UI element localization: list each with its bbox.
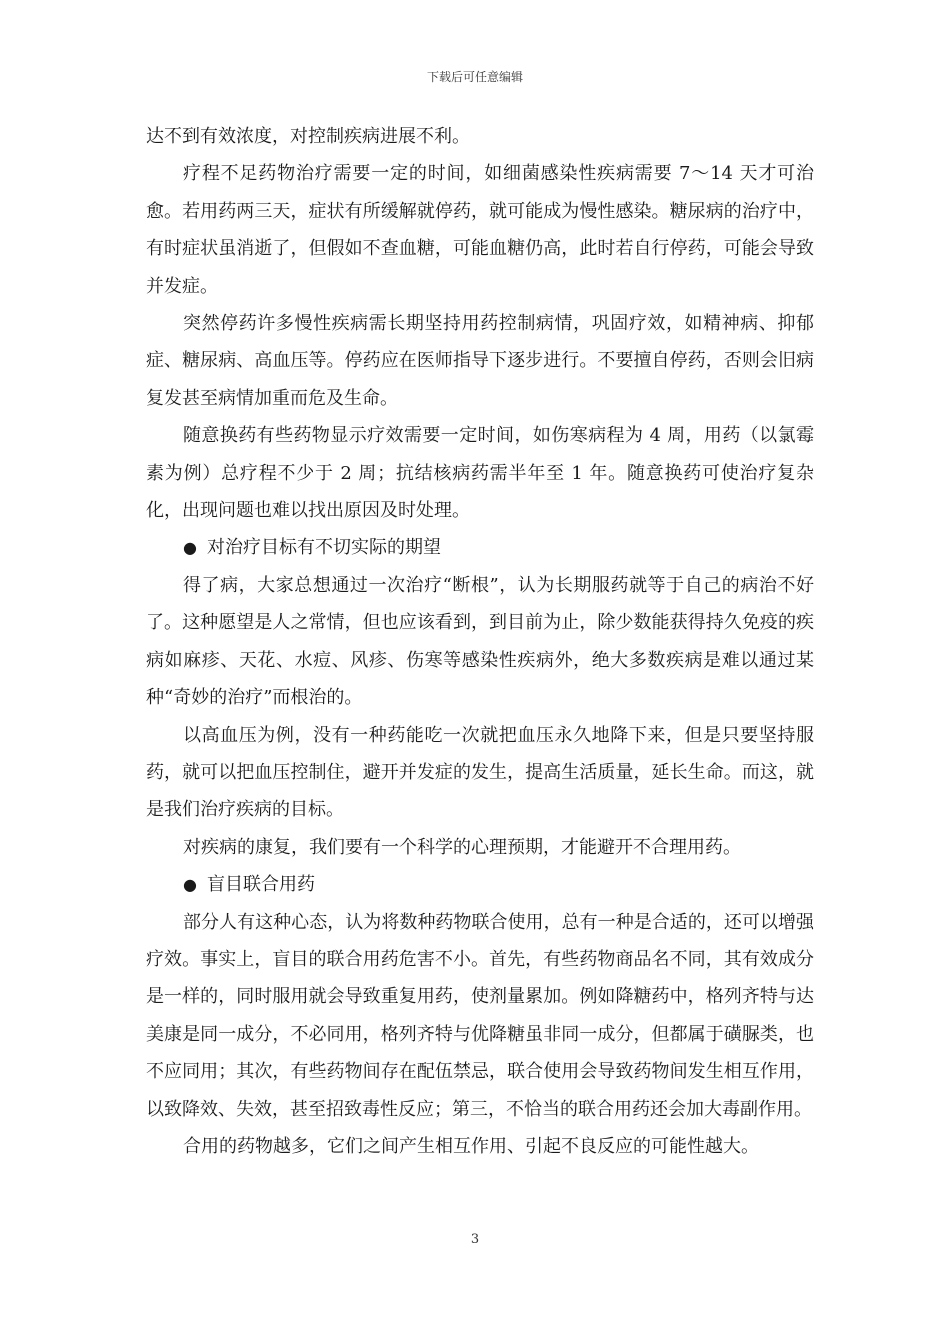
paragraph-hypertension-example: 以高血压为例，没有一种药能吃一次就把血压永久地降下来，但是只要坚持服药，就可以把血压控制住，避开并发症的发生，提高生活质量，延长生命。而这，就是我们治疗疾病的目标。 bbox=[146, 724, 814, 821]
paragraph-recovery-expectation: 对疾病的康复，我们要有一个科学的心理预期，才能避开不合理用药。 bbox=[183, 836, 741, 858]
bullet-heading-text: 盲目联合用药 bbox=[206, 874, 315, 896]
bullet-icon: ● bbox=[183, 875, 197, 895]
page-number: 3 bbox=[470, 1232, 480, 1247]
paragraph-cure-expectation: 得了病，大家总想通过一次治疗“断根”，认为长期服药就等于自己的病治不好了。这种愿望是人之常情，但也应该看到，到目前为止，除少数能获得持久免疫的疾病如麻疹、天花、水痘、风疹、伤寒等感染性疾病外，绝大多数疾病是难以通过某种“奇妙的治疗”而根治的。 bbox=[146, 574, 814, 709]
paragraph-continuation: 达不到有效浓度，对控制疾病进展不利。 bbox=[146, 126, 470, 147]
paragraph-insufficient-course: 疗程不足药物治疗需要一定的时间，如细菌感染性疾病需要 7～14 天才可治愈。若用药两三天，症状有所缓解就停药，就可能成为慢性感染。糖尿病的治疗中，有时症状虽消逝了，但假如不查血糖，可能血糖仍高，此时若自行停药，可能会导致并发症。 bbox=[146, 163, 814, 297]
bullet-heading-text: 对治疗目标有不切实际的期望 bbox=[206, 537, 441, 559]
page-header: 下载后可任意编辑 bbox=[426, 70, 523, 84]
bullet-icon: ● bbox=[183, 538, 197, 558]
document-body bbox=[146, 118, 814, 1165]
paragraph-more-drugs-more-risk: 合用的药物越多，它们之间产生相互作用、引起不良反应的可能性越大。 bbox=[183, 1135, 759, 1157]
paragraph-random-switch: 随意换药有些药物显示疗效需要一定时间，如伤寒病程为 4 周，用药（以氯霉素为例）总疗程不少于 2 周；抗结核病药需半年至 1 年。随意换药可使治疗复杂化，出现问题也难以找出原因及时处理。 bbox=[146, 425, 814, 522]
bullet-heading-blind-combination bbox=[146, 866, 814, 903]
bullet-heading-unrealistic-expectations bbox=[146, 529, 814, 566]
paragraph-sudden-stop: 突然停药许多慢性疾病需长期坚持用药控制病情，巩固疗效，如精神病、抑郁症、糖尿病、高血压等。停药应在医师指导下逐步进行。不要擅自停药，否则会旧病复发甚至病情加重而危及生命。 bbox=[146, 313, 814, 409]
paragraph-combination-risks: 部分人有这种心态，认为将数种药物联合使用，总有一种是合适的，还可以增强疗效。事实上，盲目的联合用药危害不小。首先，有些药物商品名不同，其有效成分是一样的，同时服用就会导致重复用药，使剂量累加。例如降糖药中，格列齐特与达美康是同一成分，不必同用，格列齐特与优降糖虽非同一成分，但都属于磺脲类，也不应同用；其次，有些药物间存在配伍禁忌，联合使用会导致药物间发生相互作用，以致降效、失效，甚至招致毒性反应；第三，不恰当的联合用药还会加大毒副作用。 bbox=[146, 911, 814, 1120]
